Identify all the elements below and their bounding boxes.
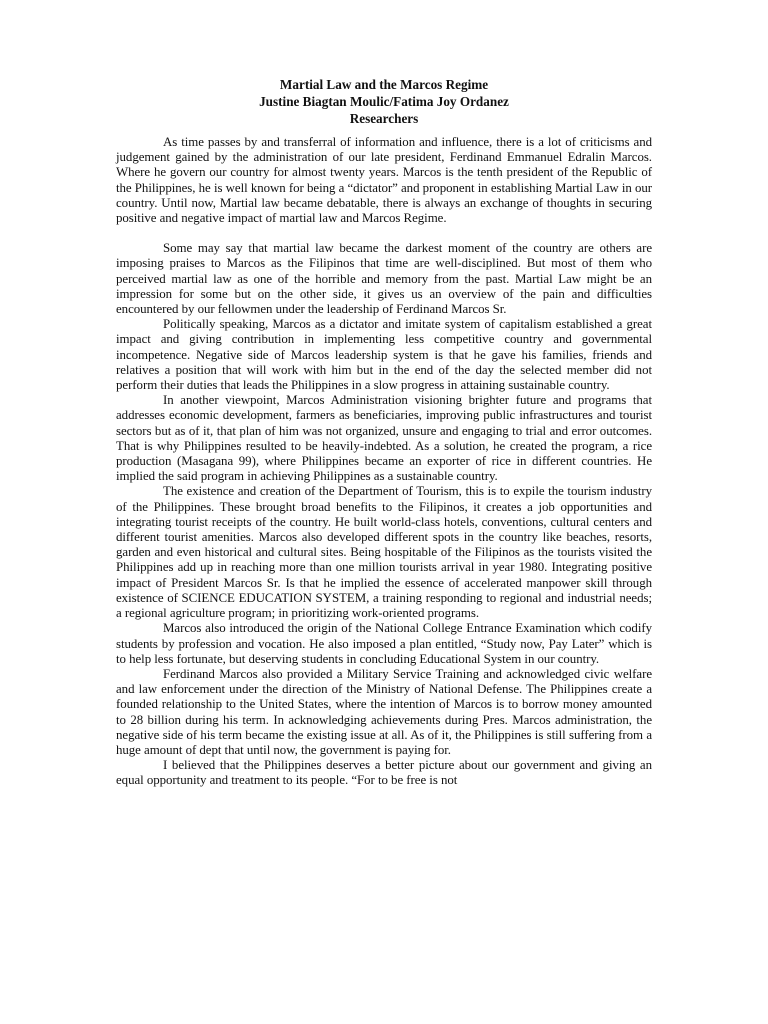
document-role: Researchers	[349, 111, 419, 126]
document-page	[116, 76, 652, 789]
paragraph-intro: As time passes by and transferral of information and influence, there is a lot of criticisms and judgement gained by the administration of our late president, Ferdinand Emmanuel Edralin Marcos. Where he govern our country for almost twenty years. Marcos is the tenth president of the Republic of the Philippines, he is well known for being a “dictator” and proponent in establishing Martial Law in our country. Until now, Martial law became debatable, there is always an exchange of thoughts in securing positive and negative impact of martial law and Marcos Regime.	[116, 135, 652, 226]
document-title: Martial Law and the Marcos Regime	[279, 77, 489, 92]
paragraph-spacer	[116, 226, 652, 241]
paragraph-darkest-moment: Some may say that martial law became the darkest moment of the country are others are imposing praises to Marcos as the Filipinos that time are well-disciplined. But most of them who perceived martial law as one of the horrible and memory from the past. Martial Law might be an impression for some but on the other side, it gives us an overview of the pain and difficulties encountered by our fellowmen under the leadership of Ferdinand Marcos Sr.	[116, 241, 652, 317]
paragraph-conclusion: I believed that the Philippines deserves a better picture about our government and giving an equal opportunity and treatment to its people. “For to be free is not	[116, 758, 652, 788]
document-authors: Justine Biagtan Moulic/Fatima Joy Ordanez	[259, 94, 509, 109]
document-header	[116, 76, 652, 127]
paragraph-military: Ferdinand Marcos also provided a Military Service Training and acknowledged civic welfare and law enforcement under the direction of the Ministry of National Defense. The Philippines create a founded relationship to the United States, where the intention of Marcos is to borrow money amounted to 28 billion during his term. In acknowledging achievements during Pres. Marcos administration, the negative side of his term became the existing issue at all. As of it, the Philippines is still suffering from a huge amount of dept that until now, the government is paying for.	[116, 666, 652, 757]
paragraph-tourism: The existence and creation of the Department of Tourism, this is to expile the tourism industry of the Philippines. These brought broad benefits to the Filipinos, it creates a job opportunities and integrating tourist receipts of the country. He built world-class hotels, conventions, cultural centers and different tourist amenities. Marcos also developed different spots in the country like beaches, resorts, garden and even historical and cultural sites. Being hospitable of the Filipinos as the tourists visited the Philippines add up in reaching more than one million tourists arrival in year 1980. Integrating positive impact of President Marcos Sr. Is that he implied the essence of accelerated manpower skill through existence of SCIENCE EDUCATION SYSTEM, a training responding to regional and industrial needs; a regional agriculture program; in prioritizing work-oriented programs.	[116, 484, 652, 621]
paragraph-education: Marcos also introduced the origin of the National College Entrance Examination which codify students by profession and vocation. He also imposed a plan entitled, “Study now, Pay Later” which is to help less fortunate, but deserving students in concluding Educational System in our country.	[116, 621, 652, 666]
paragraph-politically-speaking: Politically speaking, Marcos as a dictator and imitate system of capitalism established a great impact and giving contribution in implementing less competitive country and governmental incompetence. Negative side of Marcos leadership system is that he gave his families, friends and relatives a position that will work with him but in the end of the day the selected member did not perform their duties that leads the Philippines in a slow progress in attaining sustainable country.	[116, 317, 652, 393]
paragraph-another-viewpoint: In another viewpoint, Marcos Administration visioning brighter future and programs that addresses economic development, farmers as beneficiaries, improving public infrastructures and tourist sectors but as of it, that plan of him was not organized, unsure and engaging to trial and error outcomes. That is why Philippines resulted to be heavily-indebted. As a solution, he created the program, a rice production (Masagana 99), where Philippines became an exporter of rice in different countries. He implied the said program in achieving Philippines as a sustainable country.	[116, 393, 652, 484]
